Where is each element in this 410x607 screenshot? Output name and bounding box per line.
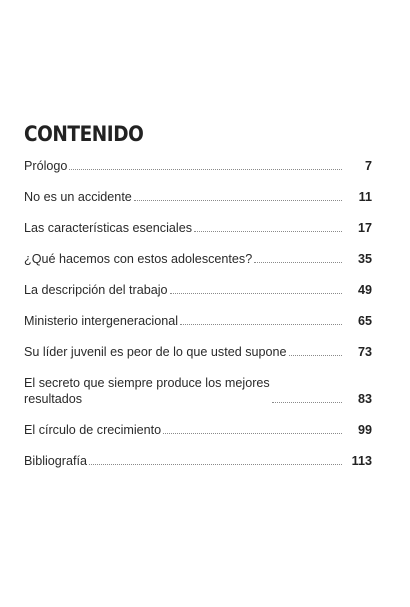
toc-entry-descripcion-del-trabajo[interactable] xyxy=(24,282,372,298)
toc-entry-label: Ministerio intergeneracional xyxy=(24,314,179,328)
toc-entry-label: Su líder juvenil es peor de lo que usted supone xyxy=(24,345,287,359)
toc-entry-label xyxy=(24,375,270,407)
toc-page-number: 49 xyxy=(357,283,372,297)
toc-entry-caracteristicas-esenciales[interactable] xyxy=(24,220,372,236)
toc-entry-label: Las características esenciales xyxy=(24,221,192,235)
toc-entry-circulo-de-crecimiento[interactable] xyxy=(24,422,372,438)
toc-page-number: 73 xyxy=(357,345,372,359)
dot-leader xyxy=(272,401,342,403)
toc-entry-label-line: El secreto que siempre produce los mejores xyxy=(24,376,270,390)
toc-page-number: 113 xyxy=(351,454,372,468)
toc-entry-label: Prólogo xyxy=(24,159,68,173)
toc-page-number: 11 xyxy=(358,190,372,204)
toc-page-number: 83 xyxy=(357,392,372,406)
toc-entry-label: ¿Qué hacemos con estos adolescentes? xyxy=(24,252,253,266)
dot-leader xyxy=(254,261,342,263)
dot-leader xyxy=(69,168,342,170)
dot-leader xyxy=(89,463,342,465)
toc-entry-no-es-un-accidente[interactable] xyxy=(24,189,372,205)
toc-entry-que-hacemos[interactable] xyxy=(24,251,372,267)
toc-entry-ministerio-intergeneracional[interactable] xyxy=(24,313,372,329)
dot-leader xyxy=(180,323,342,325)
toc-entry-label: La descripción del trabajo xyxy=(24,283,168,297)
toc-page-number: 17 xyxy=(357,221,372,235)
toc-title: CONTENIDO xyxy=(24,122,144,146)
toc-entry-label: Bibliografía xyxy=(24,454,88,468)
dot-leader xyxy=(163,432,342,434)
toc-entry-label: El círculo de crecimiento xyxy=(24,423,162,437)
toc-page-number: 99 xyxy=(357,423,372,437)
toc-entry-label: No es un accidente xyxy=(24,190,132,204)
toc-entry-prologo[interactable] xyxy=(24,158,372,174)
dot-leader xyxy=(194,230,342,232)
dot-leader xyxy=(134,199,342,201)
toc-page-number: 35 xyxy=(357,252,372,266)
toc-entry-lider-juvenil[interactable] xyxy=(24,344,372,360)
toc-page-number: 7 xyxy=(364,159,372,173)
dot-leader xyxy=(170,292,342,294)
toc-entry-label-line: resultados xyxy=(24,392,83,406)
dot-leader xyxy=(289,354,342,356)
toc-entry-bibliografia[interactable] xyxy=(24,453,372,469)
toc-page-number: 65 xyxy=(357,314,372,328)
toc-list xyxy=(24,158,372,484)
toc-entry-el-secreto[interactable] xyxy=(24,375,372,407)
